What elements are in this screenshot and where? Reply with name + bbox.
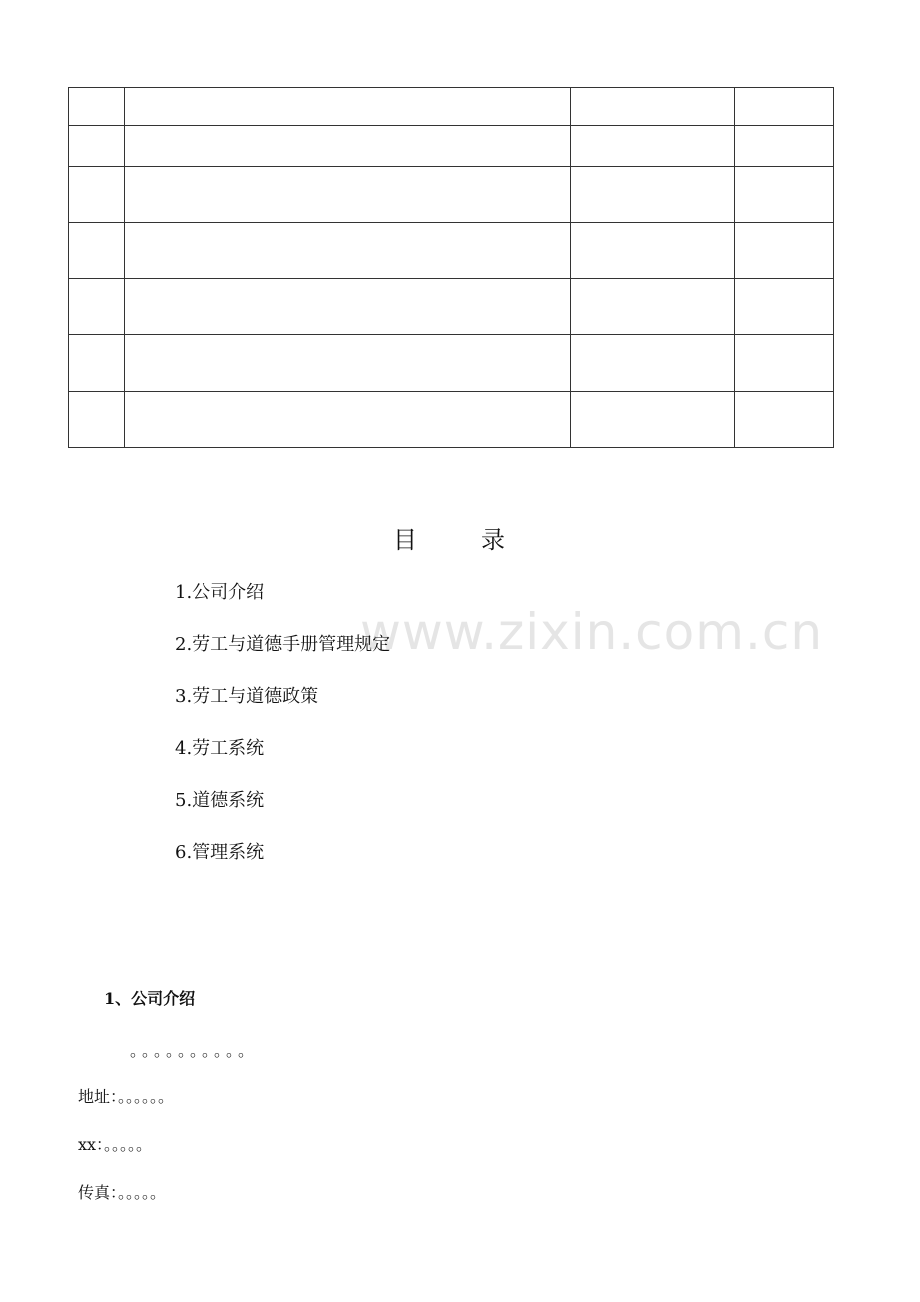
table-row [69,392,834,448]
table-cell [735,392,834,448]
table-cell [125,279,571,335]
table-cell [735,279,834,335]
table-cell [735,335,834,392]
toc-title: 目录 [393,526,569,554]
revision-table [68,87,834,448]
table-cell [571,279,735,335]
table-cell [735,167,834,223]
table-cell [571,392,735,448]
table-cell [69,279,125,335]
table-cell [69,126,125,167]
table-row [69,167,834,223]
table-row [69,223,834,279]
table-cell [571,126,735,167]
table-cell [125,223,571,279]
toc-item-company-intro: 1.公司介绍 [175,582,265,603]
toc-item-management-system: 6.管理系统 [175,842,265,863]
table-cell [125,126,571,167]
table-cell [125,392,571,448]
table-cell [69,335,125,392]
table-cell [69,392,125,448]
table-row [69,335,834,392]
intro-text: 。。。。。。。。。。 [130,1041,259,1060]
table-cell [69,223,125,279]
table-cell [125,167,571,223]
table-cell [735,126,834,167]
table-cell [125,335,571,392]
table-cell [571,167,735,223]
table-row [69,88,834,126]
table-cell [735,223,834,279]
table-cell [69,167,125,223]
toc-item-labor-system: 4.劳工系统 [175,738,265,759]
table-row [69,126,834,167]
table-cell [571,223,735,279]
table-row [69,279,834,335]
fax-line: 传真：。。。。。 [78,1183,167,1202]
table-cell [571,88,735,126]
table-cell [571,335,735,392]
xx-line: xx：。。。。。 [78,1135,153,1154]
table-cell [125,88,571,126]
toc-list [175,578,390,890]
watermark: www.zixin.com.cn [360,603,824,661]
table-cell [69,88,125,126]
toc-item-ethics-system: 5.道德系统 [175,790,265,811]
address-line: 地址：。。。。。。 [78,1087,175,1106]
table-cell [735,88,834,126]
toc-item-handbook-rules: 2.劳工与道德手册管理规定 [175,634,391,655]
toc-item-policy: 3.劳工与道德政策 [175,686,319,707]
section-heading: 1、公司介绍 [104,989,196,1008]
